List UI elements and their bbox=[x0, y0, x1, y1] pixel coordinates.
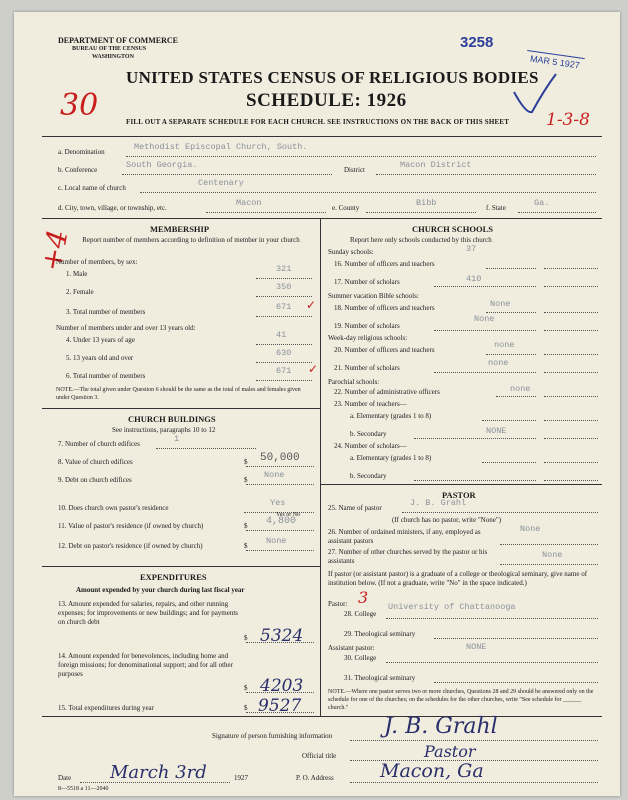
divider bbox=[42, 218, 602, 219]
divider bbox=[42, 566, 320, 567]
official-title-value: Pastor bbox=[424, 742, 476, 761]
expenditures-sub: Amount expended by your church during last fiscal year bbox=[76, 586, 245, 594]
q7-line bbox=[156, 448, 256, 449]
conference-line bbox=[122, 174, 332, 175]
q23b-label: b. Secondary bbox=[350, 430, 387, 438]
signature-line bbox=[350, 740, 598, 741]
red-code: 1-3-8 bbox=[546, 110, 590, 130]
q8-value: 50,000 bbox=[260, 452, 300, 464]
q1-label: 1. Male bbox=[66, 270, 88, 278]
q5-line bbox=[256, 362, 312, 363]
local-name-value: Centenary bbox=[198, 178, 244, 188]
q20-value: none bbox=[494, 340, 515, 350]
q23a-line-b bbox=[544, 420, 598, 421]
q29-label: 29. Theological seminary bbox=[344, 630, 416, 638]
q6-line bbox=[256, 380, 312, 381]
q16-label: 16. Number of officers and teachers bbox=[334, 260, 435, 268]
q12-line bbox=[246, 550, 314, 551]
printer-code: 8—5518 a 11—2040 bbox=[58, 786, 109, 792]
membership-note: NOTE.—The total given under Question 6 should be the same as the total of males and females given under Question 3. bbox=[56, 387, 301, 401]
q21-line bbox=[434, 372, 536, 373]
dollar-sign: $ bbox=[244, 458, 248, 466]
official-title-label: Official title bbox=[302, 752, 337, 760]
q27-line bbox=[500, 564, 598, 565]
q24a-line-b bbox=[544, 462, 598, 463]
q28-value: University of Chattanooga bbox=[388, 602, 516, 612]
district-line bbox=[376, 174, 596, 175]
q24b-line-b bbox=[544, 480, 598, 481]
q17-value: 410 bbox=[466, 274, 482, 284]
membership-intro: Report number of members according to definition of member in your church bbox=[82, 236, 300, 244]
q27-label: 27. Number of other churches served by the pastor or his assistants bbox=[328, 548, 488, 565]
q11-value: 4,800 bbox=[266, 516, 297, 527]
q23a-label: a. Elementary (grades 1 to 8) bbox=[350, 412, 432, 420]
divider bbox=[42, 716, 602, 717]
q16-line-b bbox=[544, 268, 598, 269]
q17-line bbox=[434, 286, 536, 287]
form-number: 3258 bbox=[460, 34, 494, 51]
q15-label: 15. Total expenditures during year bbox=[58, 704, 154, 712]
q12-value: None bbox=[266, 536, 287, 546]
q10-label: 10. Does church own pastor's residence bbox=[58, 504, 169, 512]
sunday-count: 37 bbox=[466, 244, 477, 254]
pastor-sub-label: Pastor: bbox=[328, 600, 348, 608]
q13-label: 13. Amount expended for salaries, repairs, and other running expenses; for improvements or new buildings; and for payments on church debt bbox=[58, 600, 239, 626]
q22-value: none bbox=[510, 384, 531, 394]
q21-value: none bbox=[488, 358, 509, 368]
q5-value: 630 bbox=[276, 348, 292, 358]
q4-label: 4. Under 13 years of age bbox=[66, 336, 135, 344]
signature-label: Signature of person furnishing information bbox=[212, 732, 333, 740]
q25-note: (If church has no pastor, write "None") bbox=[392, 516, 502, 524]
q17-label: 17. Number of scholars bbox=[334, 278, 400, 286]
red-file-number: 30 bbox=[60, 88, 99, 123]
membership-title: MEMBERSHIP bbox=[150, 224, 210, 234]
q22-line bbox=[496, 396, 536, 397]
local-name-label: c. Local name of church bbox=[58, 184, 126, 192]
city-line bbox=[206, 212, 326, 213]
age-intro: Number of members under and over 13 years old: bbox=[56, 324, 196, 332]
q30-label: 30. College bbox=[344, 654, 377, 662]
q23b-value: NONE bbox=[486, 426, 507, 436]
q14-label: 14. Amount expended for benevolences, including home and foreign missions; for denominational support; and for all other purposes bbox=[58, 652, 233, 678]
dollar-sign: $ bbox=[244, 476, 248, 484]
conference-value: South Georgia. bbox=[126, 160, 198, 170]
q20-line bbox=[486, 354, 536, 355]
q19-line bbox=[434, 330, 536, 331]
q12-label: 12. Debt on pastor's residence (if owned by church) bbox=[58, 542, 203, 550]
department-label: DEPARTMENT OF COMMERCE bbox=[58, 36, 179, 45]
q18-label: 18. Number of officers and teachers bbox=[334, 304, 435, 312]
q23-label: 23. Number of teachers— bbox=[334, 400, 407, 408]
q22-label: 22. Number of administrative officers bbox=[334, 388, 440, 396]
county-label: e. County bbox=[332, 204, 360, 212]
q13-value: 5324 bbox=[260, 626, 304, 646]
weekday-label: Week-day religious schools: bbox=[328, 334, 408, 342]
county-line bbox=[366, 212, 476, 213]
form-title: UNITED STATES CENSUS OF RELIGIOUS BODIES bbox=[126, 68, 539, 87]
q9-label: 9. Debt on church edifices bbox=[58, 476, 132, 484]
pastor-title: PASTOR bbox=[442, 490, 476, 500]
q7-value: 1 bbox=[174, 434, 180, 444]
q3-line bbox=[256, 316, 312, 317]
state-line bbox=[518, 212, 596, 213]
city-value: Macon bbox=[236, 198, 262, 208]
q28-line bbox=[386, 618, 598, 619]
instruction-text: FILL OUT A SEPARATE SCHEDULE FOR EACH CHURCH. SEE INSTRUCTIONS ON THE BACK OF THIS SHEET bbox=[126, 118, 510, 126]
dollar-sign: $ bbox=[244, 684, 248, 692]
county-value: Bibb bbox=[416, 198, 437, 208]
q18-value: None bbox=[490, 299, 511, 309]
q7-label: 7. Number of church edifices bbox=[58, 440, 140, 448]
divider bbox=[320, 484, 602, 485]
assistant-value: NONE bbox=[466, 642, 487, 652]
q3-value: 671 bbox=[276, 302, 292, 312]
q31-label: 31. Theological seminary bbox=[344, 674, 416, 682]
graduate-note: If pastor (or assistant pastor) is a graduate of a college or theological seminary, give name of institution below. (If not a graduate, write "No" in the space indicated.) bbox=[328, 570, 588, 587]
q9-value: None bbox=[264, 470, 285, 480]
red-check-icon: ✓ bbox=[306, 298, 317, 312]
address-label: P. O. Address bbox=[296, 774, 334, 782]
q23a-line bbox=[482, 420, 536, 421]
q14-value: 4203 bbox=[260, 676, 304, 696]
q25-line bbox=[402, 512, 598, 513]
q25-value: J. B. Grahl bbox=[410, 498, 467, 508]
conference-label: b. Conference bbox=[58, 166, 98, 174]
divider bbox=[42, 408, 320, 409]
q21-line-b bbox=[544, 372, 598, 373]
q4-line bbox=[256, 344, 312, 345]
denomination-value: Methodist Episcopal Church, South. bbox=[134, 142, 308, 152]
column-divider bbox=[320, 218, 321, 716]
city-label-field: d. City, town, village, or township, etc. bbox=[58, 204, 167, 212]
q31-line bbox=[434, 682, 598, 683]
denomination-line bbox=[126, 156, 596, 157]
pastor-note: NOTE.—Where one pastor serves two or more churches, Questions 28 and 29 should be answered only on the schedule for one of the churches; on the schedules for the other churches, write "See schedule for ______ church." bbox=[328, 689, 594, 711]
q17-line-b bbox=[544, 286, 598, 287]
local-name-line bbox=[140, 192, 596, 193]
expenditures-title: EXPENDITURES bbox=[140, 572, 207, 582]
q6-label: 6. Total number of members bbox=[66, 372, 146, 380]
q20-line-b bbox=[544, 354, 598, 355]
q1-line bbox=[256, 278, 312, 279]
dollar-sign: $ bbox=[244, 542, 248, 550]
q22-line-b bbox=[544, 396, 598, 397]
q24b-line bbox=[414, 480, 536, 481]
red-margin-mark: +4 bbox=[34, 227, 75, 274]
q26-line bbox=[500, 544, 598, 545]
parochial-label: Parochial schools: bbox=[328, 378, 380, 386]
q2-value: 350 bbox=[276, 282, 292, 292]
state-label: f. State bbox=[486, 204, 506, 212]
state-value: Ga. bbox=[534, 198, 550, 208]
q11-label: 11. Value of pastor's residence (if owned by church) bbox=[58, 522, 204, 530]
q21-label: 21. Number of scholars bbox=[334, 364, 400, 372]
q24-label: 24. Number of scholars— bbox=[334, 442, 407, 450]
q26-value: None bbox=[520, 524, 541, 534]
dollar-sign: $ bbox=[244, 704, 248, 712]
by-sex-label: Number of members, by sex: bbox=[56, 258, 138, 266]
divider bbox=[42, 136, 602, 137]
q26-label: 26. Number of ordained ministers, if any, employed as assistant pastors bbox=[328, 528, 481, 545]
district-value: Macon District bbox=[400, 160, 472, 170]
buildings-sub: See instructions, paragraphs 10 to 12 bbox=[112, 426, 216, 434]
q24a-line bbox=[482, 462, 536, 463]
buildings-title: CHURCH BUILDINGS bbox=[128, 414, 216, 424]
yes-no-hint: Yes or No bbox=[276, 512, 301, 518]
district-label: District bbox=[344, 166, 365, 174]
q20-label: 20. Number of officers and teachers bbox=[334, 346, 435, 354]
census-form bbox=[14, 12, 620, 796]
q2-line bbox=[256, 296, 312, 297]
q2-label: 2. Female bbox=[66, 288, 94, 296]
q10-value: Yes bbox=[270, 498, 286, 508]
q19-label: 19. Number of scholars bbox=[334, 322, 400, 330]
q23b-line bbox=[414, 438, 536, 439]
dollar-sign: $ bbox=[244, 522, 248, 530]
schedule-title: SCHEDULE: 1926 bbox=[246, 90, 407, 111]
q27-value: None bbox=[542, 550, 563, 560]
q29-line bbox=[434, 638, 598, 639]
q4-value: 41 bbox=[276, 330, 287, 340]
denomination-label: a. Denomination bbox=[58, 148, 105, 156]
q19-line-b bbox=[544, 330, 598, 331]
q3-label: 3. Total number of members bbox=[66, 308, 146, 316]
q8-line bbox=[246, 466, 314, 467]
q6-value: 671 bbox=[276, 366, 292, 376]
q9-line bbox=[246, 484, 314, 485]
city-label: WASHINGTON bbox=[92, 54, 134, 60]
q11-line bbox=[246, 530, 314, 531]
q30-line bbox=[386, 662, 598, 663]
assistant-label: Assistant pastor: bbox=[328, 644, 375, 652]
dollar-sign: $ bbox=[244, 634, 248, 642]
q1-value: 321 bbox=[276, 264, 292, 274]
schools-intro: Report here only schools conducted by this church bbox=[350, 236, 492, 244]
date-label: Date bbox=[58, 774, 72, 782]
q16-line bbox=[486, 268, 536, 269]
q8-label: 8. Value of church edifices bbox=[58, 458, 133, 466]
red-margin-number: 3 bbox=[358, 588, 369, 607]
schools-title: CHURCH SCHOOLS bbox=[412, 224, 493, 234]
q25-label: 25. Name of pastor bbox=[328, 504, 382, 512]
address-value: Macon, Ga bbox=[380, 760, 484, 782]
q18-line bbox=[486, 312, 536, 313]
red-check-icon: ✓ bbox=[308, 362, 319, 376]
q24b-label: b. Secondary bbox=[350, 472, 387, 480]
signature-value: J. B. Grahl bbox=[384, 714, 498, 739]
date-value: March 3rd bbox=[110, 762, 207, 783]
received-stamp: MAR 5 1927 bbox=[525, 50, 585, 73]
address-line bbox=[350, 782, 598, 783]
vacation-label: Summer vacation Bible schools: bbox=[328, 292, 419, 300]
q19-value: None bbox=[474, 314, 495, 324]
q18-line-b bbox=[544, 312, 598, 313]
sunday-label: Sunday schools: bbox=[328, 248, 374, 256]
q5-label: 5. 13 years old and over bbox=[66, 354, 134, 362]
q24a-label: a. Elementary (grades 1 to 8) bbox=[350, 454, 432, 462]
q28-label: 28. College bbox=[344, 610, 377, 618]
date-year: 1927 bbox=[234, 774, 248, 782]
bureau-label: BUREAU OF THE CENSUS bbox=[72, 46, 147, 52]
q15-value: 9527 bbox=[258, 696, 302, 716]
q23b-line-b bbox=[544, 438, 598, 439]
